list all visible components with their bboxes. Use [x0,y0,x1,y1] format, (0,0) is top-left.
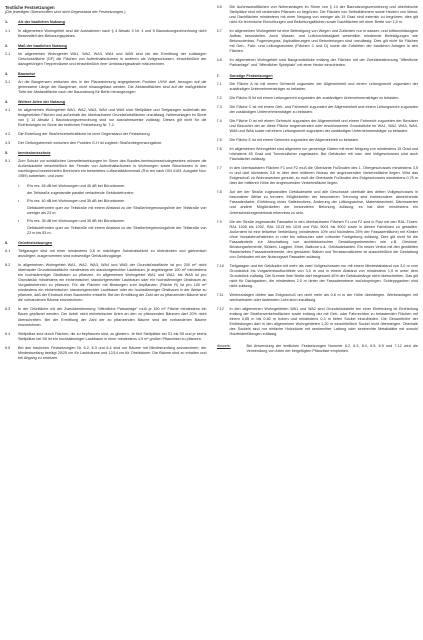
paragraph-number: 6.1 [5,248,11,253]
paragraph-number: 1.1 [5,28,11,33]
paragraph-text: Im allgemeinen Wohngebiet WA1, WA2, WA3, WA4 und WA5 sind bei der Ermittlung der zulässigen Geschossfläche (GF) die Flächen von Aufenthaltsräumen in anderen als Vollgeschossen, einschließlich der dazugehörigen Treppenräume und einschließlich ihrer Umfassungswände mitzurechnen. [18,51,207,66]
section-heading [5,100,207,105]
paragraph-text: Die Außenwandflächen von Nebenanlagen im Sinne von § 14 der Baunutzungsverordnung und oberirdische Stellplätze sind mit rankenden Pflanzen zu begrünen. Die Flächen von Selbstklimmern sowie Hecken von Wand- und Dachflächen mindestens mit einer Neigung von weniger als 15 Grad sind extensiv zu begrünen; dies gilt nicht für technische Einrichtungen und Belichtungsflächen sowie Dachflächen mit einer Breite von 1,5 m. [229,5,418,25]
paragraph-number: 7.6 [216,146,222,151]
numbered-paragraph [217,138,419,143]
paragraph-number: 7.5 [216,137,222,142]
paragraph-text: Werbeanlagen dürfen das Erdgeschoß um nicht mehr als 0,6 m in der Höhe übersteigen. Werbeanlagen mit wechselndem oder laufendem Licht sind unzulässig. [229,293,418,303]
numbered-paragraph [5,159,207,179]
bullet-text: R'w res: 40 dB bei Wohnungen und 35 dB bei Büroräumen [27,198,125,203]
numbered-paragraph [217,82,419,92]
numbered-paragraph [5,249,207,259]
numbered-paragraph [217,307,419,337]
paragraph-text: Zum Schutz vor schädlichen Umwelteinwirkungen im Sinne des Bundes-Immissionsschutzgesetzes müssen die Außenbauteile einschließlich der Fenster von Aufenthaltsräumen in Wohnungen sowie Büroräumen in den nachfolgend bezeichneten Bereichen ein bewertetes Luftschalldämmmaß (R'w res nach DIN 4109, Ausgabe Nov. 1989) aufweisen, und zwar: [18,159,207,179]
paragraph-text: Stellplätze sind durch Flächen, die zu bepflanzen sind, zu gliedern. Je fünf Stellplätze bei S1 bis S5 und je sechs Stellplätze bei S6 ist ein hochstämmiger Laubbaum in einer mindestens 4,5 m² großen Pflanzinsel zu pflanzen. [18,331,207,341]
section-number: 5. [5,151,9,156]
paragraph-number: 4.1 [5,108,11,113]
section-heading [5,20,207,25]
paragraph-text: Im allgemeinen Wohngebiet WA1, WA2, WA3, WA4 und WA5 sind Stellplätze und Tiefgaragen außerhalb der festgesetzten Flächen und außerhalb der überbaubaren Grundstücksflächen unzulässig. Nebenanlagen im Sinne von § 14 Absatz 1 Baunutzungsverordnung sind nur ausnahmsweise zulässig. Dieses gilt nicht für die Einfriedungen im Sinne der textlichen Festsetzung Nr. 7.2. [18,108,207,128]
paragraph-number: 5.1 [5,159,11,164]
right-column [217,5,419,636]
paragraph-number: 6.2 [5,263,11,268]
section-number: 6. [5,240,9,245]
bullet-item [18,199,207,204]
paragraph-text: Die Fläche A ist mit einem Gehrecht zugunsten der Allgemeinheit und einem Leitungsrecht zugunsten der zuständigen Unternehmensträger zu belasten. [229,81,418,91]
paragraph-text: In den allgemeinen Wohngebieten WA1 und WA2 sind Grundstücksteile bei einer Einfriedung ist Einfriedung entlang der Straßenverkehrsflächen sowie entlang der mit Geh- oder Fahrrechten zu belastenden Flächen mit einem 0,85 m bis 0,60 m hohen und mindestens 0,3 m tiefen Sockel einzufrieden. Die Gesamthöhe der Einfriedungen darf in den allgemeinen Wohngebieten 1,20 m einschließlich Sockel nicht übersteigen. Oberhalb des Sockels sind nur einfache Holzzäune mit senkrechter Lattung oder senkrechte Metallstäbe mit sowohl Holzfelderfüllungen zulässig. [229,307,418,337]
numbered-paragraph [5,332,207,342]
numbered-paragraph [5,52,207,67]
note-text: Bei Anwendung der textlichen Festsetzungen Nummer 6.2, 6.3, 6.4, 6.5, 6.9 und 7.12 wird die Verwendung von Arten der beigefügten Pflanzliste empfohlen. [246,343,418,353]
section-title: Weitere Arten der Nutzung [18,99,66,104]
section-number: 7. [216,73,220,78]
numbered-paragraph [217,264,419,289]
paragraph-number: 7.9 [216,219,222,224]
numbered-paragraph [217,147,419,162]
numbered-paragraph [217,293,419,303]
paragraph-text: Die Fläche C ist mit einem Geh- und Fahrrecht zugunsten der Allgemeinheit und einem Leitungsrecht zugunsten der zuständigen Unternehmensträger zu belasten. [229,104,418,114]
note-label: Hinweis: [216,343,231,348]
paragraph-number: 7.12 [216,307,224,312]
paragraph-number: 2.1 [5,51,11,56]
paragraph-text: Die der Straße zugewandte Fassaden in den überbaubaren Flächen F1 und F2 sind in Putz mit den RAL-Tönen: RAL 1000 bis 1002, RAL 1013 bis 1015 und RAL 9001 bis 9002 sowie in diesen Farbtönen zu gestalten. Außerdem ist eine teilweise Verkleidung (mindestens 10% und höchstens 25% der Fassadenfläche) mit Klinker ohne Vorsatzbruchsteinen in roter bis rotbrauner oder rotbunter Farbgebung zulässig. Dies gilt nicht für die Fassadenteile zur Abschattung von architektonischen Gestaltungselementen wie z.B. Gesimse, Brüstungselemente, Stützen, Loggien, Erker, Balkone u.ä., Gebäudekanten. Ein neues Verbot mit den gewählten Rasterfarben Fassadenelemente, den genutzten Stäben und Terrassendächern ist ausschließlich der Gestaltung von Gebäuden mit der Nutzungsart Fassaden zulässig. [229,219,418,259]
paragraph-number: 4.2 [5,132,11,137]
document-subtitle: (Die jeweiligen Überschriften sind nicht Gegenstand der Festsetzungen.) [5,10,126,15]
section-heading [5,44,207,49]
section-number: 2. [5,43,9,48]
numbered-paragraph [5,29,207,39]
bullet-detail: Gebäudefronten quer zur Teilstraße mit einem Abstand zu der Straßenbegrenzungslinie der Teilstraße von 23 m bis 53 m. [27,225,207,235]
paragraph-number: 7.1 [216,81,222,86]
numbered-paragraph [217,5,419,25]
paragraph-text: Die Einteilung der Straßenverkehrsfläche ist nicht Gegenstand der Festsetzung. [18,132,151,137]
section-title: Sonstige Festsetzungen [229,73,273,78]
paragraph-text: In allgemeinen Wohngebiet sind die Ausnahmen nach § 4 Absatz 3 Nr. 4 und 5 Baunutzungsverordnung nicht Bestandteil des Bebauungsplanes. [18,28,207,38]
paragraph-number: 4.3 [5,141,11,146]
paragraph-number: 7.10 [216,263,224,268]
paragraph-text: Im allgemeinen Wohngebiet sind allgemein nur gemeinige Gärten mit einer Neigung von mindestens 15 Grad und höchstens 45 Grad und Tonnendächer zugelassen. Bei Gebäuden mit max. drei Vollgeschossen sind auch Flachdächer zulässig. [229,146,418,162]
paragraph-text: Die Fläche B ist mit einem Leitungsrecht zugunsten der zuständigen Unternehmensträger zu belasten. [229,95,400,100]
numbered-paragraph [217,166,419,186]
paragraph-number: 7.4 [216,118,222,123]
paragraph-number: 6.4 [5,331,11,336]
paragraph-text: In der Grünfläche mit der Zweckbestimmung "öffentliche Parkanlage" muß je 150 m² Fläche mindestens ein Baum gepflanzt werden. Der Anteil nicht einheimischer Arten an den zu pflanzenden Bäumen darf 20% nicht überschreiten. Bei der Ermittlung der Zahl der zu pflanzenden Bäume sind die vorhandenen Bäume einzurechnen. [18,307,207,327]
section-heading [5,72,207,77]
paragraph-text: An die Baugrenzen zwischen den in der Planzeichnung angegebenen Punkten UVW darf, bezogen auf die gemessene Länge der Baugrenze, nicht hinausgebaut werden. Die Abstandflächen sind auf die maßgebliche Tiefe der Abstandfläche nach der Bauordnung für Berlin herangezogen. [18,79,207,94]
paragraph-text: Im allgemeinen Wohngebiet sind Baugrundstücke entlang der Flächen mit der Zweckbestimmung "öffentliche Parkanlage" und "öffentlicher Spielplatz" mit einer Hecke einzufrieden. [229,58,418,68]
bullet-text: R'w res: 35 dB bei Wohnungen und 30 dB bei Büroräumen [27,218,125,223]
paragraph-number: 7.11 [216,293,224,298]
paragraph-number: 7.2 [216,95,222,100]
section-title: Grünfestsetzungen [18,240,53,245]
paragraph-number: 6.5 [5,345,11,350]
paragraph-text: Tiefgaragen sind mit einer mindestens 0,8 m mächtigen Substratschicht zu überdecken und gärtnerisch anzulegen; ausgenommen sind notwendige Gebäudezugänge. [18,248,207,258]
bullet-detail: Gebäudefronten quer zur Teilstraße mit einem Abstand zu der Straßenbegrenzungslinie der Teilstraße von weniger als 23 m; [27,205,207,215]
bullet-marker: • [18,183,20,188]
numbered-paragraph [5,80,207,95]
paragraph-text: Bei den baulichen Festsetzungen Nr. 6.2, 6.3 und 6.4 sind nur Bäume mit Mindestumfang anzurechnen; der Mindestumfang beträgt 20/25 cm für Laubbäume und 12/14 cm für Obstbäume. Die Bäume sind zu erhalten und bei Abgang zu ersetzen. [18,345,207,360]
paragraph-number: 7.3 [216,104,222,109]
paragraph-text: Die Fläche E ist mit einem Gehrecht zugunsten der Allgemeinheit zu belasten. [229,137,359,142]
document-title: Textliche Festsetzungen [5,5,55,10]
paragraph-text: In allgemeinen Wohngebiet WA1, WA2, WA3, WA4 und WA5 der Grundstücksfläche ist pro 200 m² nicht überbauter Grundstücksfläche mindestens ein standortgerechter Laubbaum, je angefangene 100 m² mindestens ein hochstämmiger Obstbaum zu pflanzen. Im allgemeinen Wohngebiet WA1 und WA2, bis WA5 ist pro Grundstück mindestens ein einheimischer, standortgerechter Laubbaum oder ein hochstämmiger Obstbaum an Vorgartenbereich zu pflanzen. Für die Flächen mit Bindungen zum Anpflanzen (Fläche R) ist pro 100 m² mindestens ein einheimischer, standortgerechter Laubbaum oder ein hochstämmiger Obstbaum in der Weise zu pflanzen, daß der Eindruck einer Baumreihe entsteht. Bei der Ermittlung der Zahl der zu pflanzenden Bäume sind die vorhandenen Bäume einzurechnen. [18,263,207,303]
section-heading [5,241,207,246]
section-heading [217,74,419,79]
numbered-paragraph [5,307,207,327]
numbered-paragraph [5,346,207,361]
note [217,344,419,354]
section-title: Art der baulichen Nutzung [18,20,65,25]
paragraph-number: 6.7 [216,29,222,34]
section-number: 1. [5,20,9,25]
numbered-paragraph [217,105,419,115]
numbered-paragraph [217,96,419,101]
bullet-marker: • [18,218,20,223]
paragraph-text: Der Geltungsbereich zwischen den Punkten G-H ist zugleich Straßenbegrenzungslinie. [18,141,163,146]
paragraph-number: 7.8 [216,190,222,195]
paragraph-number: 6.8 [216,58,222,63]
numbered-paragraph [217,29,419,54]
paragraph-text: Im allgemeinen Wohngebiet ist eine Befestigung von Wegen und Zufahrten nur in wasser- und luftdurchlässigem Aufbau herzustellen. Auch Wasser- und Luftdurchlässigkeit wesentlich mindernde Befestigungen wie Betonunterbau, Fugenverguss, Asphaltierungen und Betonierungen sind unzulässig. Dies gilt nicht für Flächen mit Geh-, Fahr- und Leitungsrechten (Flächen C und D) sowie die Zufahrten der baulichen Anlagen in den Flächen. [229,29,418,54]
bullet-detail: der Teilstraße zugewandte parallel verlaufende Gebäudefronten; [27,190,134,195]
bullet-item [18,184,207,189]
paragraph-number: 6.6 [216,5,222,9]
numbered-paragraph [5,141,207,146]
paragraph-text: Auf der der Straße zugewandten Gebäudeseite und alle Geschosse oberhalb des dritten Vollgeschosses in besonderer Weise zu trennen; Möglichkeiten der besonderen Trennung sind insbesondere: abweichende Fassadenfarbe, Einführung eines Sattelmotives, Änderung der Lüftungsachse, Materialwechsel, Dämmwerten und andere Möglichkeiten der besonderen Betonung zulässig; es hat über mindestens ein Unterscheidungsmerkmal erkennbar zu sein. [229,190,418,215]
paragraph-text: In den überbaubaren Flächen F1 und F2 muß die Oberkante Fußboden des 1. Obergeschosses mindestens 3,5 m und darf höchstens 3,8 m über dem mittleren Niveau der angrenzenden Verkehrsfläche liegen. Wird das Erdgeschoß zu Wohnzwecken genutzt, so muß die Oberkante Fußboden des Erdgeschosses mindestens 0,75 m über der mittleren Höhe der angrenzenden Verkehrsfläche liegen. [229,166,418,186]
numbered-paragraph [217,119,419,134]
paragraph-text: Die Fläche D ist mit einem Gehrecht zugunsten der Allgemeinheit und einem Fahrrecht zugunsten der Benutzer und Besucher der an diese Fläche angrenzenden oder erschlossenen Grundstücke im WA1, WA2, WA3, WA4, WA5 und WA6 sowie mit einem Leitungsrecht zugunsten der zuständigen Unternehmensträger zu belasten. [229,118,418,133]
numbered-paragraph [217,220,419,260]
numbered-paragraph [217,58,419,68]
numbered-paragraph [5,108,207,128]
section-title: Bauweise [18,71,36,76]
numbered-paragraph [217,190,419,215]
section-heading [5,151,207,156]
section-number: 4. [5,99,9,104]
paragraph-number: 7.7 [216,166,222,171]
section-title: Immissionsschutz [18,151,51,156]
bullet-item [18,219,207,224]
paragraph-text: Tiefgaragen und bei Gebäuden mit mehr als zwei Vollgeschossen nur mit einem Mindestabstand von 3,0 m vom Grundstück bis Vorgartenbaufluchtlinie von 3,0 m und in einem Abstand von mindestens 1,5 m unter dem Grundstück zulässig. Die Summe ihrer Breite darf insgesamt 40% der Gebäudelänge nicht überschreiten. Das gilt nicht für Dachgauben, die mindestens 2,0 m hinter der Fassadenebene zurückspringen. Schleppgauben sind nicht zulässig. [229,263,418,289]
numbered-paragraph [5,263,207,303]
left-column [5,5,207,636]
section-title: Maß der baulichen Nutzung [18,43,67,48]
paragraph-number: 6.3 [5,307,11,312]
numbered-paragraph [5,132,207,137]
bullet-text: R'w res: 45 dB bei Wohnungen und 40 dB bei Büroräumen [27,183,125,188]
section-number: 3. [5,71,9,76]
paragraph-number: 3.1 [5,79,11,84]
bullet-marker: • [18,198,20,203]
